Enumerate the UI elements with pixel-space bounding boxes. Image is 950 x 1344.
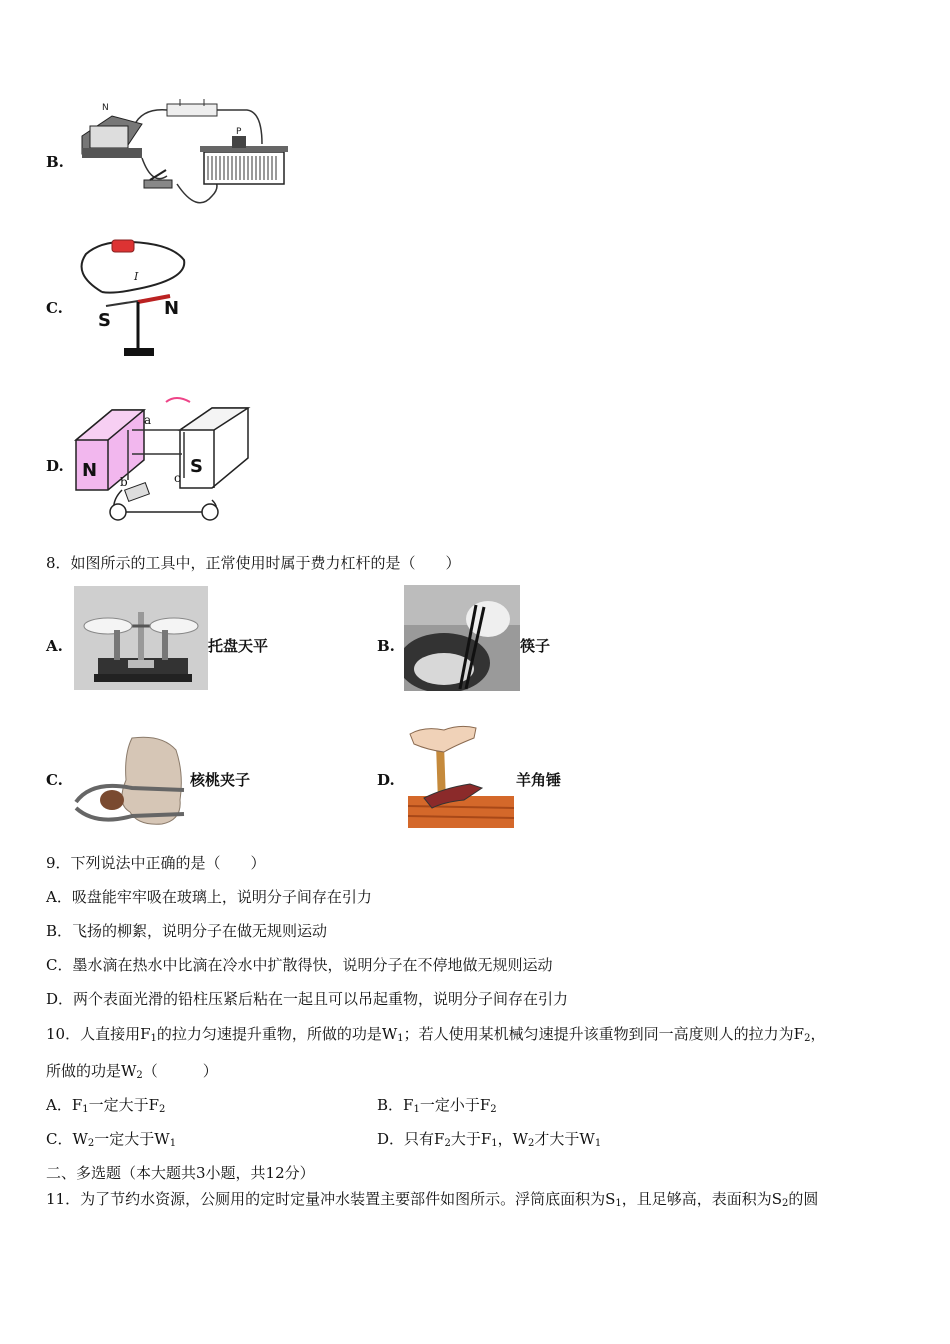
oersted-figure-c [72,234,192,364]
magnet-n-label: N [102,103,109,113]
circuit-figure-b [72,96,292,214]
rheostat-p-label: P [236,127,242,137]
q8-stem: 8．如图所示的工具中，正常使用时属于费力杠杆的是（ ） [46,554,461,572]
q8-option-b-label: 筷子 [520,637,551,655]
q10-option-d: D．只有$F_2$大于$F_1$，$W_2$才大于$W_1$ [377,1130,602,1149]
chopsticks-image [404,585,520,691]
q8-option-a-letter: A. [46,637,63,655]
q9-option-a: A．吸盘能牢牢吸在玻璃上，说明分子间存在引力 [46,888,372,906]
balance-image [74,586,208,690]
magnet-s-label-d: S [190,456,203,477]
q8-option-d-letter: D. [377,771,395,789]
q9-option-b: B．飞扬的柳絮，说明分子在做无规则运动 [46,922,328,940]
q10-stem-line1: 10．人直接用$F_1$的拉力匀速提升重物，所做的功是$W_1$；若人使用某机械匀速提升该重物到同一高度则人的拉力为$F_2$， [46,1025,826,1044]
q8-option-d-label: 羊角锤 [516,771,562,789]
magnetic-field-figure-d [72,390,254,530]
walnut-cracker-image [72,730,190,830]
q9-option-d: D．两个表面光滑的铅柱压紧后粘在一起且可以吊起重物，说明分子间存在引力 [46,990,569,1008]
option-b-letter: B. [46,153,64,171]
magnet-n-label-d: N [82,460,98,481]
q10-option-b: B．$F_1$一定小于$F_2$ [377,1096,497,1115]
option-c-letter: C. [46,299,63,317]
q8-option-a-label: 托盘天平 [208,637,269,655]
q10-option-a: A．$F_1$一定大于$F_2$ [46,1096,166,1115]
q10-stem-line2: 所做的功是$W_2$（ ） [46,1062,218,1081]
compass-s-label: S [98,310,111,331]
q8-option-c-letter: C. [46,771,63,789]
point-b-label: b [120,475,128,489]
current-i-label: I [134,270,139,283]
compass-n-label: N [164,298,180,319]
q10-option-c: C．$W_2$一定大于$W_1$ [46,1130,177,1149]
claw-hammer-image [404,724,516,832]
option-d-letter: D. [46,457,64,475]
q11-stem: 11．为了节约水资源，公厕用的定时定量冲水装置主要部件如图所示。浮筒底面积为$S_1$，且足够高，表面积为$S_2$的圆 [46,1190,819,1209]
point-a-label: a [144,413,152,427]
q9-stem: 9．下列说法中正确的是（ ） [46,854,266,872]
q8-option-c-label: 核桃夹子 [190,771,251,789]
q9-option-c: C．墨水滴在热水中比滴在冷水中扩散得快，说明分子在不停地做无规则运动 [46,956,553,974]
section-2-heading: 二、多选题（本大题共3小题，共12分） [46,1164,315,1182]
point-c-label: c [174,471,181,485]
q8-option-b-letter: B. [377,637,395,655]
